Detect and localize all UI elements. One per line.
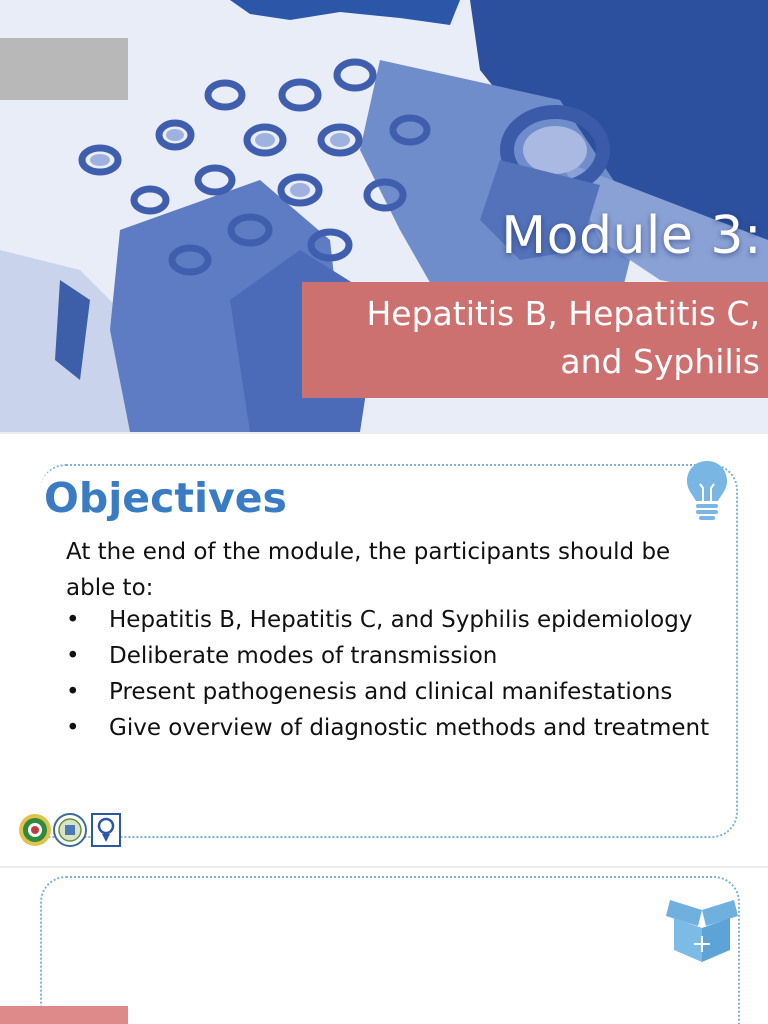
list-item: • Hepatitis B, Hepatitis C, and Syphilis epidemiology (66, 602, 716, 638)
gray-accent-block (0, 38, 128, 100)
pink-accent-bar (0, 1006, 128, 1024)
list-item: • Present pathogenesis and clinical manifestations (66, 674, 716, 710)
objectives-intro: At the end of the module, the participants should be able to: (66, 539, 671, 601)
module-subtitle-box (302, 282, 768, 398)
cover-slide (0, 0, 768, 432)
bullet-glyph: • (66, 679, 80, 705)
nasph-logo (92, 814, 120, 846)
ritm-seal-logo (54, 814, 86, 846)
lightbulb-icon (684, 458, 730, 524)
open-box-icon (664, 892, 740, 964)
bullet-glyph: • (66, 643, 80, 669)
dotted-frame (40, 876, 740, 1024)
bullet-glyph: • (66, 715, 80, 741)
list-item: • Give overview of diagnostic methods and treatment (66, 710, 716, 746)
bullet-glyph: • (66, 607, 80, 633)
subtitle-line-2: and Syphilis (560, 342, 760, 381)
doh-seal-logo (19, 814, 51, 846)
list-item: • Deliberate modes of transmission (66, 638, 716, 674)
objectives-slide (0, 434, 768, 866)
objectives-heading: Objectives (44, 474, 287, 522)
objectives-list (66, 602, 716, 746)
module-title: Module 3: (501, 206, 762, 266)
partner-logos (18, 812, 122, 848)
next-slide-partial (0, 868, 768, 1024)
subtitle-line-1: Hepatitis B, Hepatitis C, (366, 294, 760, 333)
